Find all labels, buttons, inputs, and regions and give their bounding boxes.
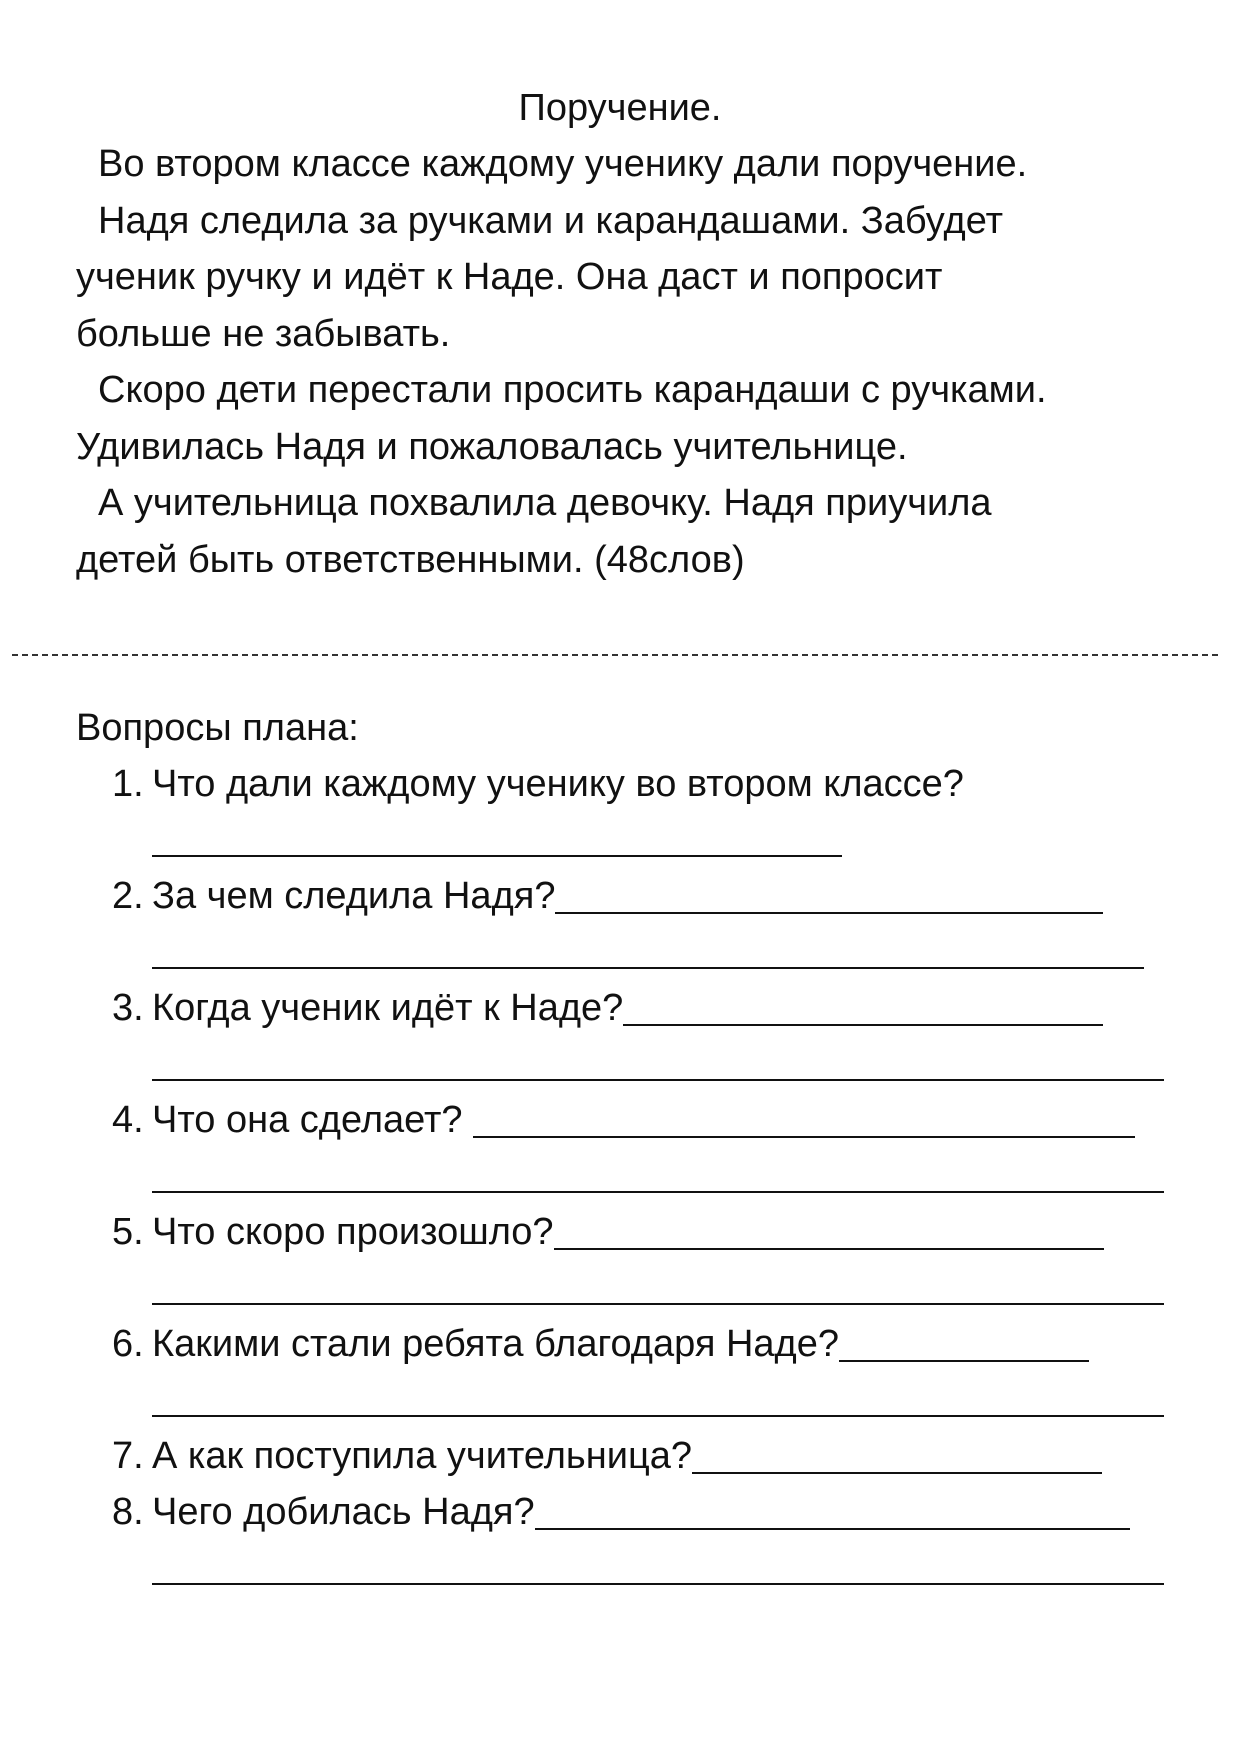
question-number: 3. (112, 987, 144, 1029)
question-7 (112, 1428, 1102, 1484)
story-paragraph-1: Во втором классе каждому ученику дали поручение. (98, 143, 1028, 185)
question-text: За чем следила Надя? (152, 875, 556, 917)
question-number: 7. (112, 1435, 144, 1477)
question-5 (112, 1204, 1104, 1260)
question-text: Что дали каждому ученику во втором классе? (152, 763, 964, 805)
answer-fill-5[interactable] (554, 1204, 1104, 1250)
question-text: Что скоро произошло? (152, 1211, 554, 1253)
answer-fill-3[interactable] (623, 980, 1103, 1026)
question-2 (112, 868, 1103, 924)
answer-line-5b[interactable] (152, 1303, 1164, 1305)
question-number: 8. (112, 1491, 144, 1533)
answer-line-2b[interactable] (152, 967, 1144, 969)
question-number: 6. (112, 1323, 144, 1365)
answer-line-4b[interactable] (152, 1191, 1164, 1193)
question-8 (112, 1484, 1130, 1540)
question-text: Когда ученик идёт к Наде? (152, 987, 624, 1029)
story-paragraph-3: Скоро дети перестали просить карандаши с ручками. Удивилась Надя и пожаловалась учительнице. (76, 369, 1047, 468)
question-1 (112, 756, 964, 812)
answer-fill-8[interactable] (535, 1484, 1130, 1530)
question-3 (112, 980, 1103, 1036)
question-text: Что она сделает? (152, 1099, 474, 1141)
answer-fill-7[interactable] (692, 1428, 1102, 1474)
question-number: 1. (112, 763, 144, 805)
question-4 (112, 1092, 1135, 1148)
question-6 (112, 1316, 1089, 1372)
answer-fill-6[interactable] (839, 1316, 1089, 1362)
answer-line-1a[interactable] (152, 855, 842, 857)
page-title: Поручение. (518, 87, 722, 129)
question-text: А как поступила учительница? (152, 1435, 692, 1477)
dashed-divider (12, 654, 1218, 656)
answer-line-6b[interactable] (152, 1415, 1164, 1417)
answer-fill-4[interactable] (473, 1092, 1135, 1138)
answer-line-3b[interactable] (152, 1079, 1164, 1081)
question-number: 5. (112, 1211, 144, 1253)
story-paragraph-4: А учительница похвалила девочку. Надя приучила детей быть ответственными. (48слов) (76, 482, 992, 581)
story-text (76, 136, 1176, 588)
answer-line-8b[interactable] (152, 1583, 1164, 1585)
question-text: Какими стали ребята благодаря Наде? (152, 1323, 839, 1365)
story-paragraph-2: Надя следила за ручками и карандашами. Забудет ученик ручку и идёт к Наде. Она даст и попросит больше не забывать. (76, 199, 1003, 355)
questions-heading: Вопросы плана: (76, 707, 359, 749)
question-text: Чего добилась Надя? (152, 1491, 535, 1533)
question-number: 2. (112, 875, 144, 917)
answer-fill-2[interactable] (555, 868, 1103, 914)
question-number: 4. (112, 1099, 144, 1141)
